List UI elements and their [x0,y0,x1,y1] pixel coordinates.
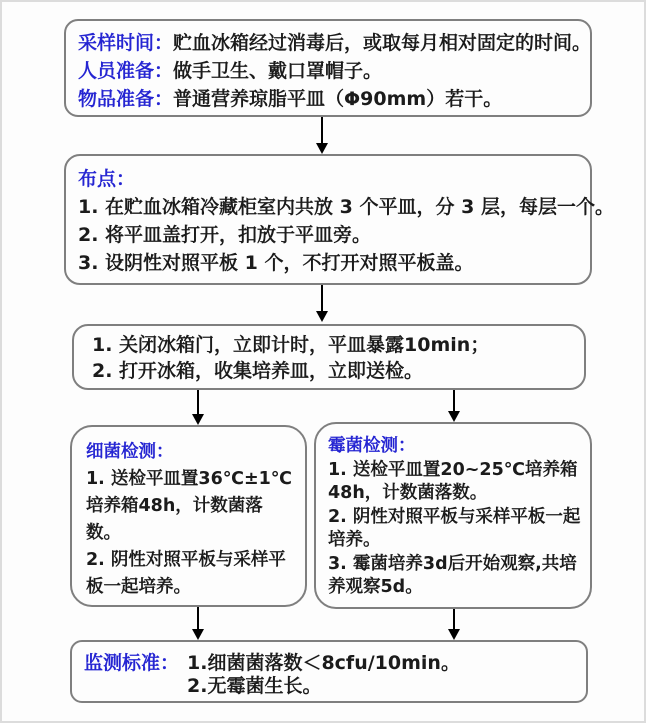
placement-step: 2. 将平皿盖打开，扣放于平皿旁。 [78,224,372,246]
prep-line-materials [78,85,590,113]
standard-items [187,652,460,701]
prep-label: 采样时间： [78,32,174,54]
prep-label: 物品准备： [78,88,174,110]
prep-text: 普通营养琼脂平皿（Φ90mm）若干。 [173,88,503,110]
mold-step: 1. 送检平皿置20~25℃培养箱48h，计数菌落数。 [328,459,578,503]
mold-step: 2. 阴性对照平板与采样平板一起培养。 [328,506,581,550]
prep-line-personnel [78,57,590,85]
standard-label: 监测标准： [84,652,180,674]
arrow-stem [453,609,455,629]
arrow-head-icon [448,629,460,640]
bacteria-title: 细菌检测： [86,442,174,462]
flow-arrow-to-mold [447,390,460,422]
prep-text: 贮血冰箱经过消毒后，或取每月相对固定的时间。 [173,32,592,54]
flow-arrow-mold-to-standard [447,609,460,640]
arrow-stem [321,117,323,143]
standard-item: 1.细菌菌落数＜8cfu/10min。 [187,652,460,674]
arrow-head-icon [316,143,328,154]
exposure-step: 2. 打开冰箱，收集培养皿，立即送检。 [92,360,424,382]
flow-arrow-1 [315,117,328,154]
bacteria-step: 1. 送检平皿置36℃±1℃培养箱48h，计数菌落数。 [86,469,292,543]
placement-step: 1. 在贮血冰箱冷藏柜室内共放 3 个平皿，分 3 层，每层一个。 [78,196,614,218]
arrow-head-icon [192,629,204,640]
arrow-stem [321,285,323,311]
exposure-step: 1. 关闭冰箱门，立即计时，平皿暴露10min； [92,334,490,356]
exposure-box [72,324,586,390]
flow-arrow-to-bacteria [191,390,204,425]
mold-title: 霉菌检测： [328,436,416,456]
prep-label: 人员准备： [78,60,174,82]
arrow-stem [197,607,199,629]
standard-box [70,640,588,703]
prep-text: 做手卫生、戴口罩帽子。 [173,60,383,82]
prep-line-sampling-time [78,29,590,57]
bacteria-test-box [70,425,307,607]
arrow-stem [453,390,455,411]
sampling-prep-box [64,19,592,117]
flow-arrow-bacteria-to-standard [191,607,204,640]
mold-test-box [314,422,592,609]
arrow-head-icon [316,311,328,322]
flow-arrow-2 [315,285,328,322]
placement-step: 3. 设阴性对照平板 1 个，不打开对照平板盖。 [78,252,474,274]
arrow-stem [197,390,199,414]
placement-box [64,154,614,285]
arrow-head-icon [448,411,460,422]
bacteria-step: 2. 阴性对照平板与采样平板一起培养。 [86,550,286,597]
arrow-head-icon [192,414,204,425]
mold-step: 3. 霉菌培养3d后开始观察,共培养观察5d。 [328,553,577,597]
placement-title: 布点： [78,168,136,190]
standard-item: 2.无霉菌生长。 [187,675,322,697]
